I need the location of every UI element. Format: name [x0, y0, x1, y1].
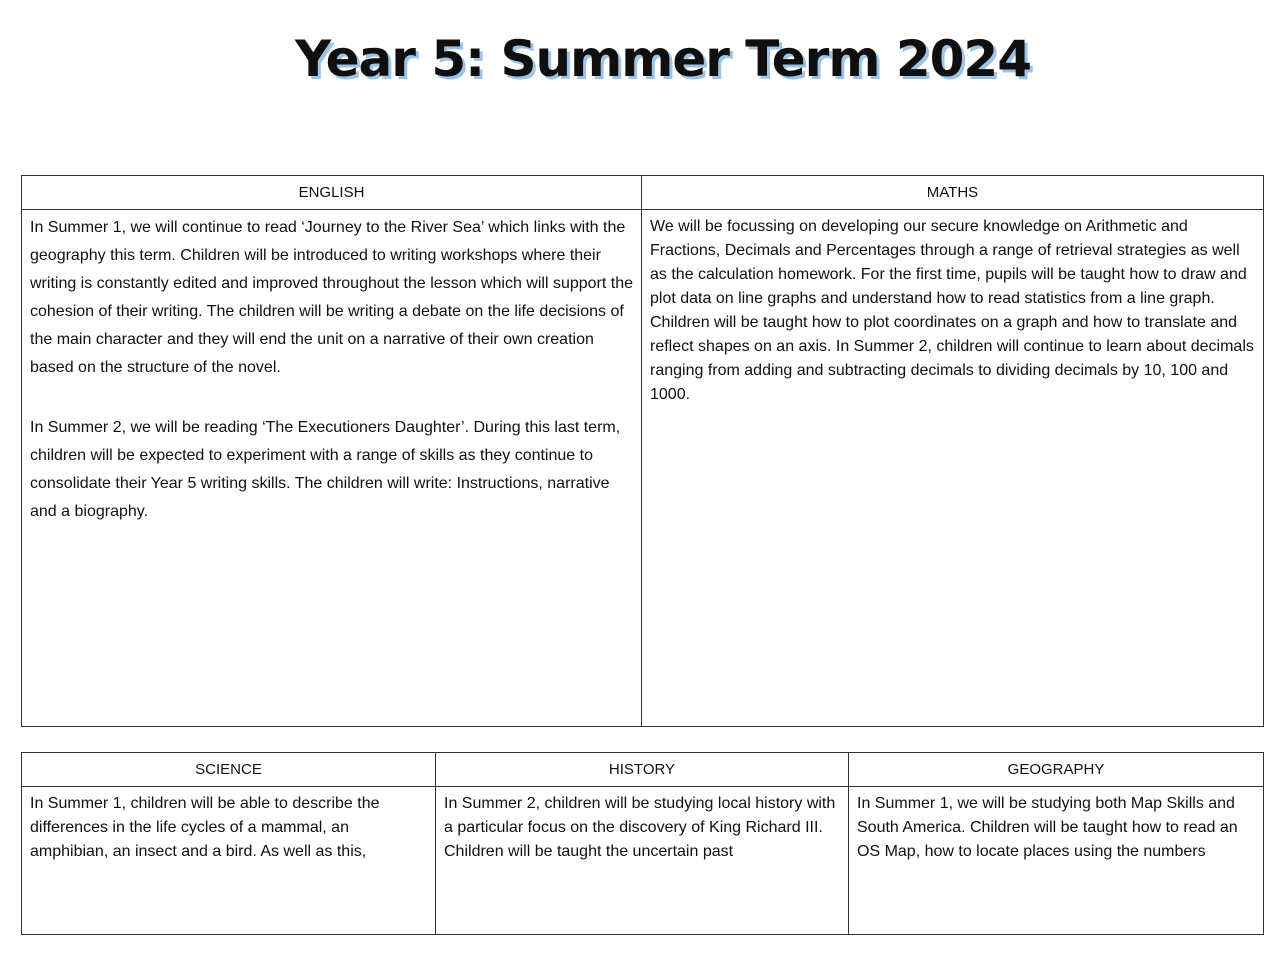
english-maths-table [21, 175, 1264, 727]
geography-heading: GEOGRAPHY [849, 753, 1264, 787]
english-cell [22, 210, 642, 727]
english-heading: ENGLISH [22, 176, 642, 210]
page-title: Year 5: Summer Term 2024 [294, 30, 1031, 88]
history-cell [436, 787, 849, 935]
english-paragraph-2: In Summer 2, we will be reading ‘The Executioners Daughter’. During this last term, children will be expected to experiment with a range of skills as they continue to consolidate their Year 5 writing skills. The children will write: Instructions, narrative and a biography. [30, 419, 621, 520]
maths-heading: MATHS [642, 176, 1264, 210]
history-heading: HISTORY [436, 753, 849, 787]
science-paragraph-1: In Summer 1, children will be able to describe the differences in the life cycles of a mammal, an amphibian, an insect and a bird. As well as this, [30, 795, 380, 860]
geography-cell [849, 787, 1264, 935]
table-header-row [22, 176, 1264, 210]
history-paragraph-1: In Summer 2, children will be studying local history with a particular focus on the discovery of King Richard III. Children will be taught the uncertain past [444, 795, 836, 860]
table-header-row [22, 753, 1264, 787]
maths-cell [642, 210, 1264, 727]
maths-paragraph-1: We will be focussing on developing our secure knowledge on Arithmetic and Fractions, Decimals and Percentages through a range of retrieval strategies as well as the calculation homework. For the first time, pupils will be taught how to draw and plot data on line graphs and understand how to read statistics from a line graph. Children will be taught how to plot coordinates on a graph and how to translate and reflect shapes on an axis. In Summer 2, children will continue to learn about decimals ranging from adding and subtracting decimals to dividing decimals by 10, 100 and 1000. [650, 218, 1254, 403]
science-history-geography-table [21, 752, 1264, 935]
science-heading: SCIENCE [22, 753, 436, 787]
english-paragraph-1: In Summer 1, we will continue to read ‘Journey to the River Sea’ which links with the geography this term. Children will be introduced to writing workshops where their writing is constantly edited and improved throughout the lesson which will support the cohesion of their writing. The children will be writing a debate on the life decisions of the main character and they will end the unit on a narrative of their own creation based on the structure of the novel. [30, 219, 633, 376]
table-body-row [22, 210, 1264, 727]
geography-paragraph-1: In Summer 1, we will be studying both Map Skills and South America. Children will be taught how to read an OS Map, how to locate places using the numbers [857, 795, 1238, 860]
science-cell [22, 787, 436, 935]
table-body-row [22, 787, 1264, 935]
